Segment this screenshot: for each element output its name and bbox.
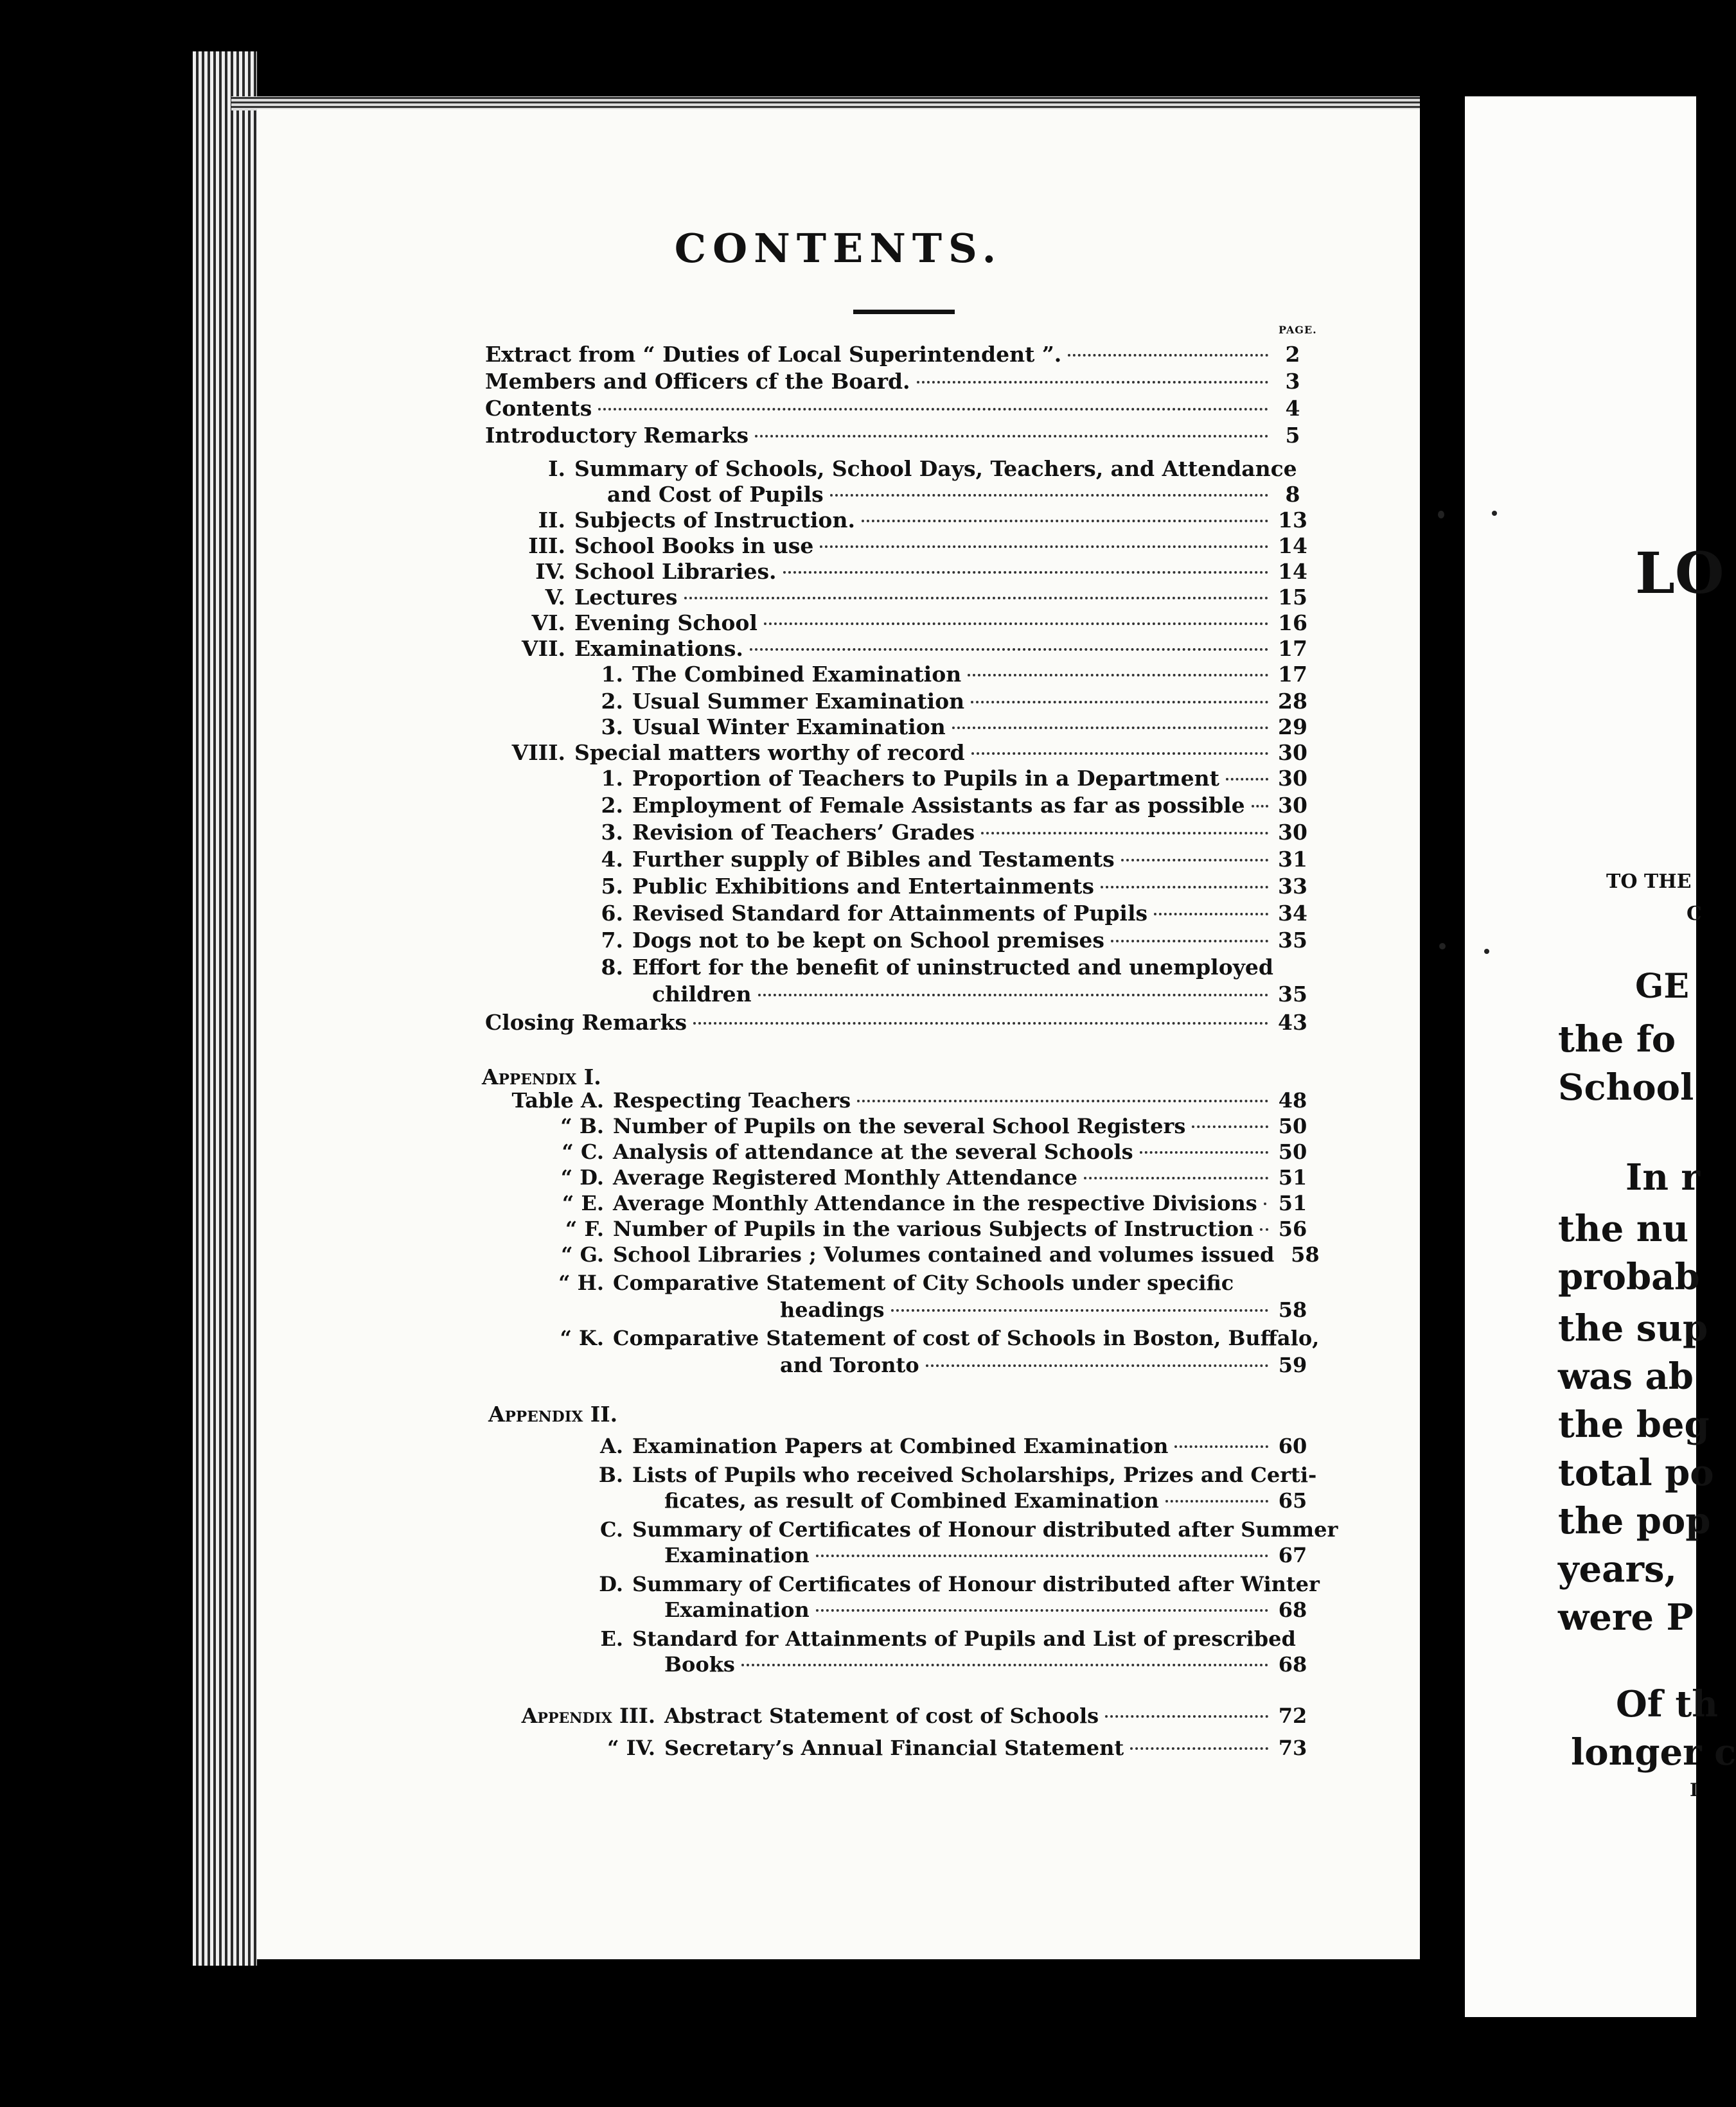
- toc-entry: [475, 585, 1311, 612]
- dot-leader: [598, 408, 1268, 410]
- toc-entry-page: 48: [1278, 1088, 1307, 1113]
- right-body-line: Of th: [1616, 1683, 1718, 1725]
- toc-entry-title: Summary of Certificates of Honour distributed after Winter: [632, 1572, 1320, 1596]
- toc-entry: [475, 342, 1311, 369]
- right-body-line: the fo: [1558, 1018, 1676, 1061]
- toc-entry-title: Public Exhibitions and Entertainments: [632, 874, 1094, 899]
- toc-entry-page: 14: [1278, 559, 1307, 584]
- toc-entry-page: 60: [1278, 1434, 1307, 1458]
- dot-leader: [684, 597, 1269, 599]
- right-body-line: the nu: [1558, 1208, 1689, 1250]
- toc-entry: [475, 507, 1311, 534]
- toc-entry-title: School Libraries ; Volumes contained and volumes issued: [613, 1242, 1275, 1267]
- right-body-line: the pop: [1558, 1500, 1711, 1542]
- toc-entry: [475, 1517, 1338, 1544]
- toc-entry-title: School Libraries.: [574, 559, 777, 584]
- page-column-header: PAGE.: [1279, 324, 1317, 336]
- toc-entry-page: 30: [1278, 766, 1307, 791]
- right-body-line: years,: [1558, 1548, 1677, 1591]
- dot-leader: [1121, 859, 1268, 861]
- dot-leader: [820, 545, 1268, 548]
- toc-entry: [475, 820, 1311, 847]
- toc-entry-title: Examination: [664, 1543, 810, 1567]
- toc-entry-page: 5: [1285, 423, 1300, 448]
- appendix-heading: Appendix I.: [482, 1064, 601, 1089]
- toc-entry: [475, 1088, 1311, 1115]
- toc-entry: [475, 636, 1311, 663]
- toc-entry: [475, 1165, 1311, 1192]
- dot-leader: [1154, 913, 1268, 915]
- toc-entry: [475, 423, 1311, 450]
- toc-entry: [475, 1298, 1311, 1325]
- toc-entry: [475, 928, 1311, 955]
- toc-entry-number: “ G.: [561, 1242, 604, 1267]
- toc-entry-page: 51: [1278, 1165, 1307, 1190]
- toc-entry-title: Special matters worthy of record: [574, 740, 965, 765]
- toc-entry-title: Respecting Teachers: [613, 1088, 851, 1113]
- toc-entry-title: ficates, as result of Combined Examination: [664, 1488, 1159, 1513]
- toc-entry-page: 43: [1278, 1010, 1307, 1035]
- toc-entry: [475, 847, 1311, 874]
- contents-title: CONTENTS.: [674, 225, 1003, 272]
- toc-entry: [475, 1598, 1311, 1625]
- dot-leader: [1264, 1203, 1268, 1205]
- toc-entry-page: 50: [1278, 1140, 1307, 1164]
- toc-entry-title: Summary of Schools, School Days, Teachers, and Attendance: [574, 456, 1297, 481]
- dot-leader: [917, 381, 1268, 383]
- toc-entry-title: Average Monthly Attendance in the respective Divisions: [613, 1191, 1257, 1215]
- book-page-edges: [193, 51, 257, 1966]
- dot-leader: [1111, 940, 1268, 942]
- toc-entry-page: 56: [1278, 1217, 1307, 1241]
- toc-entry-title: Effort for the benefit of uninstructed and unemployed: [632, 955, 1273, 980]
- toc-entry-number: B.: [598, 1463, 623, 1487]
- toc-entry-number: VII.: [522, 636, 565, 661]
- toc-entry: [475, 874, 1311, 901]
- toc-entry-page: 30: [1278, 793, 1307, 818]
- toc-entry-title: Introductory Remarks: [485, 423, 749, 448]
- toc-entry-title: Secretary’s Annual Financial Statement: [664, 1736, 1124, 1760]
- toc-entry-page: 17: [1278, 636, 1307, 661]
- toc-entry-title: and Toronto: [780, 1353, 919, 1377]
- right-body-line: the beg: [1558, 1404, 1710, 1446]
- toc-entry: [475, 740, 1311, 767]
- toc-entry: [475, 396, 1311, 423]
- right-body-line: total po: [1558, 1452, 1714, 1494]
- dot-leader: [862, 520, 1268, 522]
- toc-entry-page: 13: [1278, 507, 1307, 533]
- toc-entry-number: “ K.: [560, 1326, 604, 1350]
- right-body-line: School: [1558, 1066, 1694, 1109]
- dot-leader: [783, 571, 1268, 574]
- toc-entry-number: “ F.: [565, 1217, 604, 1241]
- dot-leader: [750, 648, 1268, 651]
- toc-entry-page: 58: [1278, 1298, 1307, 1322]
- dot-leader: [971, 701, 1268, 703]
- toc-entry-page: 31: [1278, 847, 1307, 872]
- right-body-line: were P: [1558, 1596, 1694, 1639]
- right-body-line: I: [1690, 1779, 1699, 1801]
- toc-entry: [475, 559, 1311, 586]
- toc-entry-title: Books: [664, 1652, 735, 1677]
- dot-leader: [693, 1022, 1268, 1025]
- toc-entry: [475, 1627, 1311, 1653]
- toc-entry-number: “ C.: [562, 1140, 604, 1164]
- toc-entry-page: 2: [1285, 342, 1300, 367]
- toc-entry-page: 4: [1285, 396, 1300, 421]
- toc-entry-number: “ E.: [562, 1191, 604, 1215]
- toc-entry-page: 15: [1278, 585, 1307, 610]
- appendix-heading: Appendix II.: [488, 1402, 618, 1427]
- toc-entry-title: Revision of Teachers’ Grades: [632, 820, 975, 845]
- toc-entry-page: 35: [1278, 982, 1307, 1007]
- dot-leader: [1130, 1747, 1268, 1750]
- toc-entry-page: 8: [1285, 482, 1300, 507]
- toc-entry-page: 59: [1278, 1353, 1307, 1377]
- toc-entry-number: 2.: [601, 689, 623, 714]
- dot-leader: [891, 1309, 1268, 1312]
- toc-entry: [475, 1191, 1311, 1218]
- dot-leader: [1226, 778, 1268, 780]
- right-body-line: longer c: [1571, 1731, 1736, 1774]
- dot-leader: [1068, 354, 1268, 357]
- toc-entry-title: Examination Papers at Combined Examination: [632, 1434, 1169, 1458]
- scan-speck: [1439, 943, 1446, 949]
- dot-leader: [764, 622, 1268, 625]
- toc-entry-page: 35: [1278, 928, 1307, 953]
- toc-entry-title: Further supply of Bibles and Testaments: [632, 847, 1115, 872]
- scan-speck: [1438, 511, 1444, 518]
- toc-entry-number: VI.: [531, 610, 565, 635]
- toc-entry-title: headings: [780, 1298, 885, 1322]
- toc-entry: [475, 1353, 1311, 1380]
- dot-leader: [1105, 1715, 1268, 1718]
- toc-entry-title: Analysis of attendance at the several Schools: [613, 1140, 1133, 1164]
- dot-leader: [1252, 805, 1268, 807]
- dot-leader: [857, 1100, 1268, 1102]
- toc-entry-page: 50: [1278, 1114, 1307, 1138]
- toc-entry-number: 1.: [601, 662, 623, 687]
- book-top-edge: [231, 96, 1420, 110]
- toc-entry-title: and Cost of Pupils: [607, 482, 824, 507]
- toc-entry-page: 3: [1285, 369, 1300, 394]
- right-address-line-1: TO THE: [1606, 870, 1692, 893]
- toc-entry: [475, 982, 1311, 1009]
- toc-entry-title: Employment of Female Assistants as far as possible: [632, 793, 1245, 818]
- toc-entry-page: 58: [1291, 1242, 1320, 1267]
- toc-entry-page: 68: [1278, 1652, 1307, 1677]
- toc-entry: [475, 1543, 1311, 1570]
- toc-entry-title: children: [652, 982, 752, 1007]
- toc-entry-page: 65: [1278, 1488, 1307, 1513]
- toc-entry: [475, 1217, 1311, 1244]
- toc-entry-number: E.: [600, 1627, 623, 1651]
- dot-leader: [1260, 1228, 1268, 1231]
- toc-entry-title: Standard for Attainments of Pupils and List of prescribed: [632, 1627, 1296, 1651]
- toc-entry: [475, 456, 1311, 483]
- toc-entry: [475, 1140, 1311, 1167]
- toc-entry-number: 2.: [601, 793, 623, 818]
- right-heading-fragment: LO: [1635, 540, 1724, 606]
- dot-leader: [971, 752, 1268, 755]
- dot-leader: [755, 435, 1268, 437]
- dot-leader: [1165, 1500, 1268, 1503]
- toc-entry: [475, 793, 1311, 820]
- toc-entry-number: Appendix III.: [521, 1704, 655, 1728]
- toc-entry-number: 6.: [601, 901, 623, 926]
- toc-entry-title: Proportion of Teachers to Pupils in a Department: [632, 766, 1219, 791]
- dot-leader: [1174, 1445, 1268, 1448]
- toc-entry-number: 1.: [601, 766, 623, 791]
- toc-entry-title: Number of Pupils on the several School Registers: [613, 1114, 1186, 1138]
- toc-entry-number: “ H.: [558, 1271, 604, 1295]
- toc-entry-title: School Books in use: [574, 533, 814, 558]
- right-body-line: GE: [1635, 967, 1690, 1006]
- dot-leader: [1101, 886, 1268, 888]
- book-gutter: [1420, 0, 1465, 2107]
- toc-entry: [475, 1652, 1311, 1679]
- right-body-line: was ab: [1558, 1355, 1694, 1398]
- dot-leader: [758, 994, 1268, 996]
- toc-entry: [475, 610, 1311, 637]
- toc-entry: [475, 714, 1311, 741]
- toc-entry: [475, 1572, 1320, 1599]
- title-rule: [853, 310, 955, 314]
- toc-entry-number: 5.: [601, 874, 623, 899]
- dot-leader: [981, 832, 1268, 834]
- toc-entry: [475, 1463, 1317, 1490]
- toc-entry-title: Comparative Statement of cost of Schools in Boston, Buffalo,: [613, 1326, 1320, 1350]
- scan-speck: [1484, 949, 1489, 954]
- toc-entry-number: 4.: [601, 847, 623, 872]
- toc-entry-title: Closing Remarks: [485, 1010, 687, 1035]
- toc-entry-page: 28: [1278, 689, 1307, 714]
- toc-entry-title: Extract from “ Duties of Local Superintendent ”.: [485, 342, 1062, 367]
- dot-leader: [741, 1664, 1268, 1666]
- toc-entry-title: Evening School: [574, 610, 757, 635]
- toc-entry-title: Examinations.: [574, 636, 743, 661]
- toc-entry-number: II.: [538, 507, 565, 533]
- toc-entry: [475, 1271, 1311, 1298]
- toc-entry: [475, 1704, 1311, 1731]
- toc-entry: [475, 955, 1311, 982]
- toc-entry-number: 3.: [601, 714, 623, 739]
- toc-entry-page: 68: [1278, 1598, 1307, 1622]
- toc-entry-number: I.: [548, 456, 565, 481]
- toc-entry: [475, 662, 1311, 689]
- toc-entry: [475, 1488, 1311, 1515]
- dot-leader: [1140, 1151, 1268, 1154]
- toc-entry-page: 34: [1278, 901, 1307, 926]
- toc-entry-page: 17: [1278, 662, 1307, 687]
- toc-entry: [475, 1736, 1311, 1763]
- toc-entry-title: Subjects of Instruction.: [574, 507, 855, 533]
- toc-entry-title: Members and Officers cf the Board.: [485, 369, 910, 394]
- toc-entry-number: “ B.: [560, 1114, 604, 1138]
- toc-entry-title: Usual Summer Examination: [632, 689, 965, 714]
- toc-entry-title: The Combined Examination: [632, 662, 962, 687]
- toc-entry-page: 14: [1278, 533, 1307, 558]
- toc-entry-title: Revised Standard for Attainments of Pupils: [632, 901, 1148, 926]
- toc-entry-number: 8.: [601, 955, 623, 980]
- toc-entry-title: Examination: [664, 1598, 810, 1622]
- toc-entry-number: Table A.: [511, 1088, 604, 1113]
- dot-leader: [968, 674, 1268, 676]
- toc-entry: [475, 766, 1311, 793]
- dot-leader: [1084, 1177, 1268, 1179]
- toc-entry-number: D.: [599, 1572, 623, 1596]
- toc-entry-title: Abstract Statement of cost of Schools: [664, 1704, 1099, 1728]
- dot-leader: [816, 1609, 1268, 1612]
- toc-entry-number: 3.: [601, 820, 623, 845]
- toc-entry-number: 7.: [601, 928, 623, 953]
- toc-entry-page: 16: [1278, 610, 1307, 635]
- toc-entry-title: Usual Winter Examination: [632, 714, 946, 739]
- toc-entry: [475, 482, 1311, 509]
- toc-entry-title: Summary of Certificates of Honour distributed after Summer: [632, 1517, 1338, 1542]
- toc-entry-number: C.: [599, 1517, 623, 1542]
- toc-entry: [475, 1434, 1311, 1461]
- toc-entry-number: VIII.: [511, 740, 565, 765]
- toc-entry-title: Contents: [485, 396, 592, 421]
- toc-entry: [475, 1242, 1320, 1269]
- toc-entry-page: 73: [1278, 1736, 1307, 1760]
- dot-leader: [830, 494, 1268, 497]
- toc-entry-page: 33: [1278, 874, 1307, 899]
- toc-entry-number: “ IV.: [607, 1736, 655, 1760]
- toc-entry-title: Dogs not to be kept on School premises: [632, 928, 1104, 953]
- scan-speck: [1492, 511, 1497, 516]
- toc-entry-number: V.: [545, 585, 565, 610]
- toc-entry-page: 51: [1278, 1191, 1307, 1215]
- toc-entry: [475, 901, 1311, 928]
- toc-entry: [475, 369, 1311, 396]
- toc-entry-title: Comparative Statement of City Schools under specific: [613, 1271, 1234, 1295]
- right-body-line: probab: [1558, 1256, 1700, 1298]
- right-body-line: the sup: [1558, 1307, 1708, 1350]
- toc-entry-title: Lectures: [574, 585, 678, 610]
- dot-leader: [952, 727, 1268, 729]
- right-address-line-2: C: [1687, 903, 1702, 925]
- toc-entry-page: 67: [1278, 1543, 1307, 1567]
- dot-leader: [816, 1555, 1268, 1557]
- toc-entry-number: “ D.: [560, 1165, 604, 1190]
- toc-entry: [475, 689, 1311, 716]
- toc-entry-number: III.: [528, 533, 565, 558]
- toc-entry: [475, 1010, 1311, 1037]
- toc-entry: [475, 1326, 1320, 1353]
- toc-entry-title: Lists of Pupils who received Scholarships, Prizes and Certi-: [632, 1463, 1317, 1487]
- toc-entry: [475, 1114, 1311, 1141]
- toc-entry-number: A.: [600, 1434, 623, 1458]
- toc-entry-page: 30: [1278, 820, 1307, 845]
- toc-entry-page: 30: [1278, 740, 1307, 765]
- toc-entry-page: 29: [1278, 714, 1307, 739]
- dot-leader: [1192, 1125, 1268, 1128]
- toc-entry-page: 72: [1278, 1704, 1307, 1728]
- right-body-line: In r: [1625, 1156, 1700, 1199]
- toc-entry-title: Average Registered Monthly Attendance: [613, 1165, 1077, 1190]
- toc-entry-number: IV.: [535, 559, 565, 584]
- toc-entry-title: Number of Pupils in the various Subjects of Instruction: [613, 1217, 1254, 1241]
- dot-leader: [926, 1364, 1268, 1367]
- toc-entry: [475, 533, 1311, 560]
